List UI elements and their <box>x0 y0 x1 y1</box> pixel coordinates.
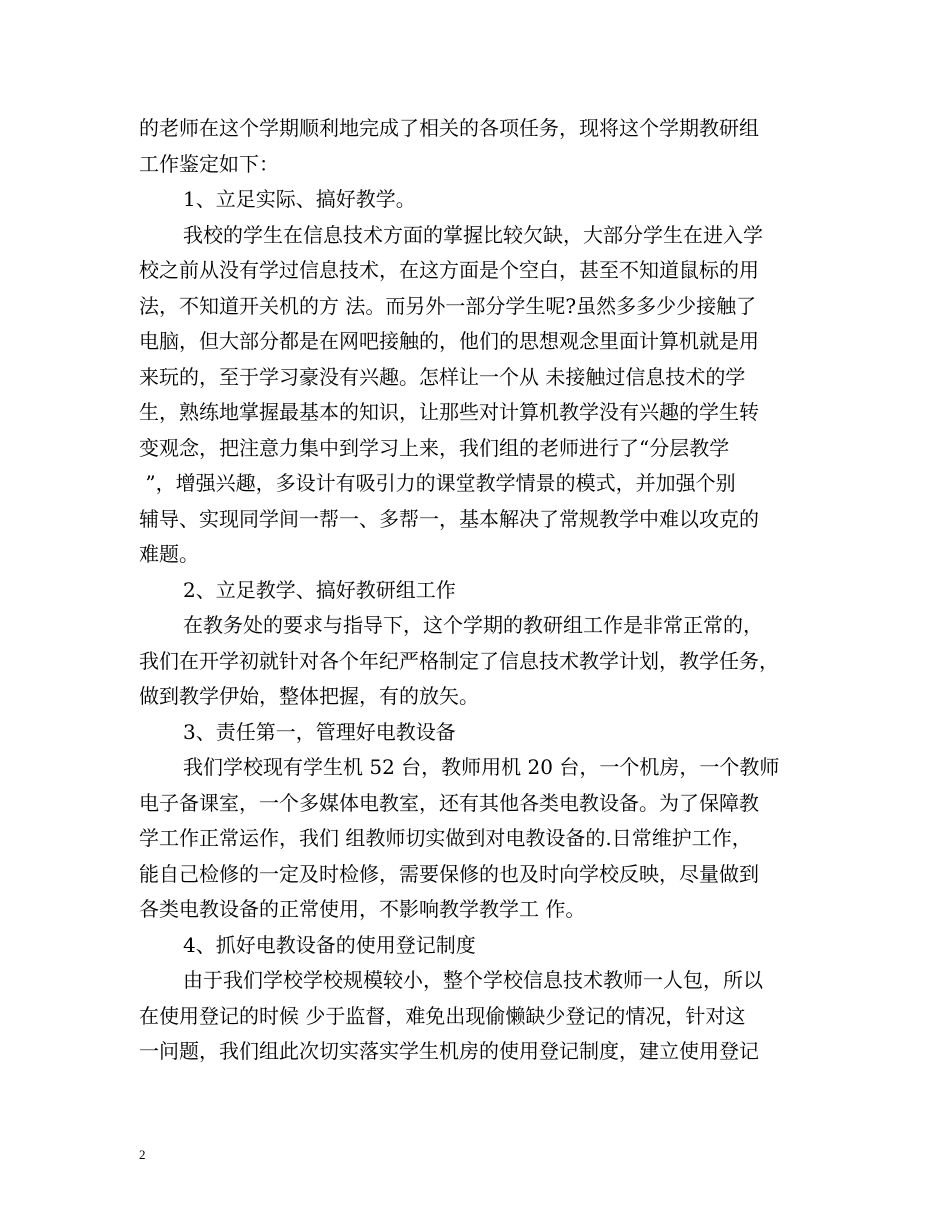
section-heading-3: 3、责任第一，管理好电教设备 <box>183 719 456 744</box>
paragraph-line: 电脑，但大部分都是在网吧接触的，他们的思想观念里面计算机就是用 <box>139 329 759 353</box>
section-heading-1: 1、立足实际、搞好教学。 <box>183 187 416 211</box>
paragraph-line: 我们在开学初就针对各个年纪严格制定了信息技术教学计划，教学任务， <box>139 648 779 673</box>
paragraph-line: 在教务处的要求与指导下，这个学期的教研组工作是非常正常的， <box>183 613 763 637</box>
section-heading-4: 4、抓好电教设备的使用登记制度 <box>183 932 476 957</box>
paragraph-line: 校之前从没有学过信息技术，在这方面是个空白，甚至不知道鼠标的用 <box>139 258 759 282</box>
document-body <box>139 111 829 1070</box>
paragraph-line: 学工作正常运作，我们 组教师切实做到对电教设备的.日常维护工作， <box>139 826 752 850</box>
paragraph-line: 各类电教设备的正常使用，不影响教学教学工 作。 <box>139 897 586 921</box>
text-line-continuation: 的老师在这个学期顺利地完成了相关的各项任务，现将这个学期教研组 <box>139 116 759 140</box>
text-line-continuation: 工作鉴定如下： <box>139 151 279 176</box>
section-heading-2: 2、立足教学、搞好教研组工作 <box>183 577 456 602</box>
paragraph-line: 电子备课室，一个多媒体电教室，还有其他各类电教设备。为了保障教 <box>139 790 759 815</box>
paragraph-line: 做到教学伊始，整体把握，有的放矢。 <box>139 684 479 708</box>
paragraph-line: 法，不知道开关机的方 法。而另外一部分学生呢?虽然多多少少接触了 <box>139 293 757 318</box>
paragraph-line: 在使用登记的时候 少于监督，难免出现偷懒缺少登记的情况，针对这 <box>139 1003 746 1028</box>
paragraph-line: 来玩的，至于学习豪没有兴趣。怎样让一个从 未接触过信息技术的学 <box>139 364 746 389</box>
paragraph-line: 我们学校现有学生机 52 台，教师用机 20 台，一个机房，一个教师 <box>183 755 780 779</box>
paragraph-line: 一问题，我们组此次切实落实学生机房的使用登记制度，建立使用登记 <box>139 1039 759 1063</box>
paragraph-line: 生，熟练地掌握最基本的知识，让那些对计算机教学没有兴趣的学生转 <box>139 400 759 424</box>
paragraph-line: 辅导、实现同学间一帮一、多帮一，基本解决了常规教学中难以攻克的 <box>139 506 759 531</box>
paragraph-line: 能自己检修的一定及时检修，需要保修的也及时向学校反映，尽量做到 <box>139 861 759 886</box>
paragraph-line: 变观念，把注意力集中到学习上来，我们组的老师进行了“分层教学 <box>139 435 730 460</box>
paragraph-line: 难题。 <box>139 542 199 566</box>
paragraph-line: 我校的学生在信息技术方面的掌握比较欠缺，大部分学生在进入学 <box>183 222 763 247</box>
paragraph-line: 由于我们学校学校规模较小，整个学校信息技术教师一人包，所以 <box>183 968 763 992</box>
page-number: 2 <box>139 1147 146 1162</box>
paragraph-line: ”，增强兴趣，多设计有吸引力的课堂教学情景的模式，并加强个别 <box>139 471 736 495</box>
